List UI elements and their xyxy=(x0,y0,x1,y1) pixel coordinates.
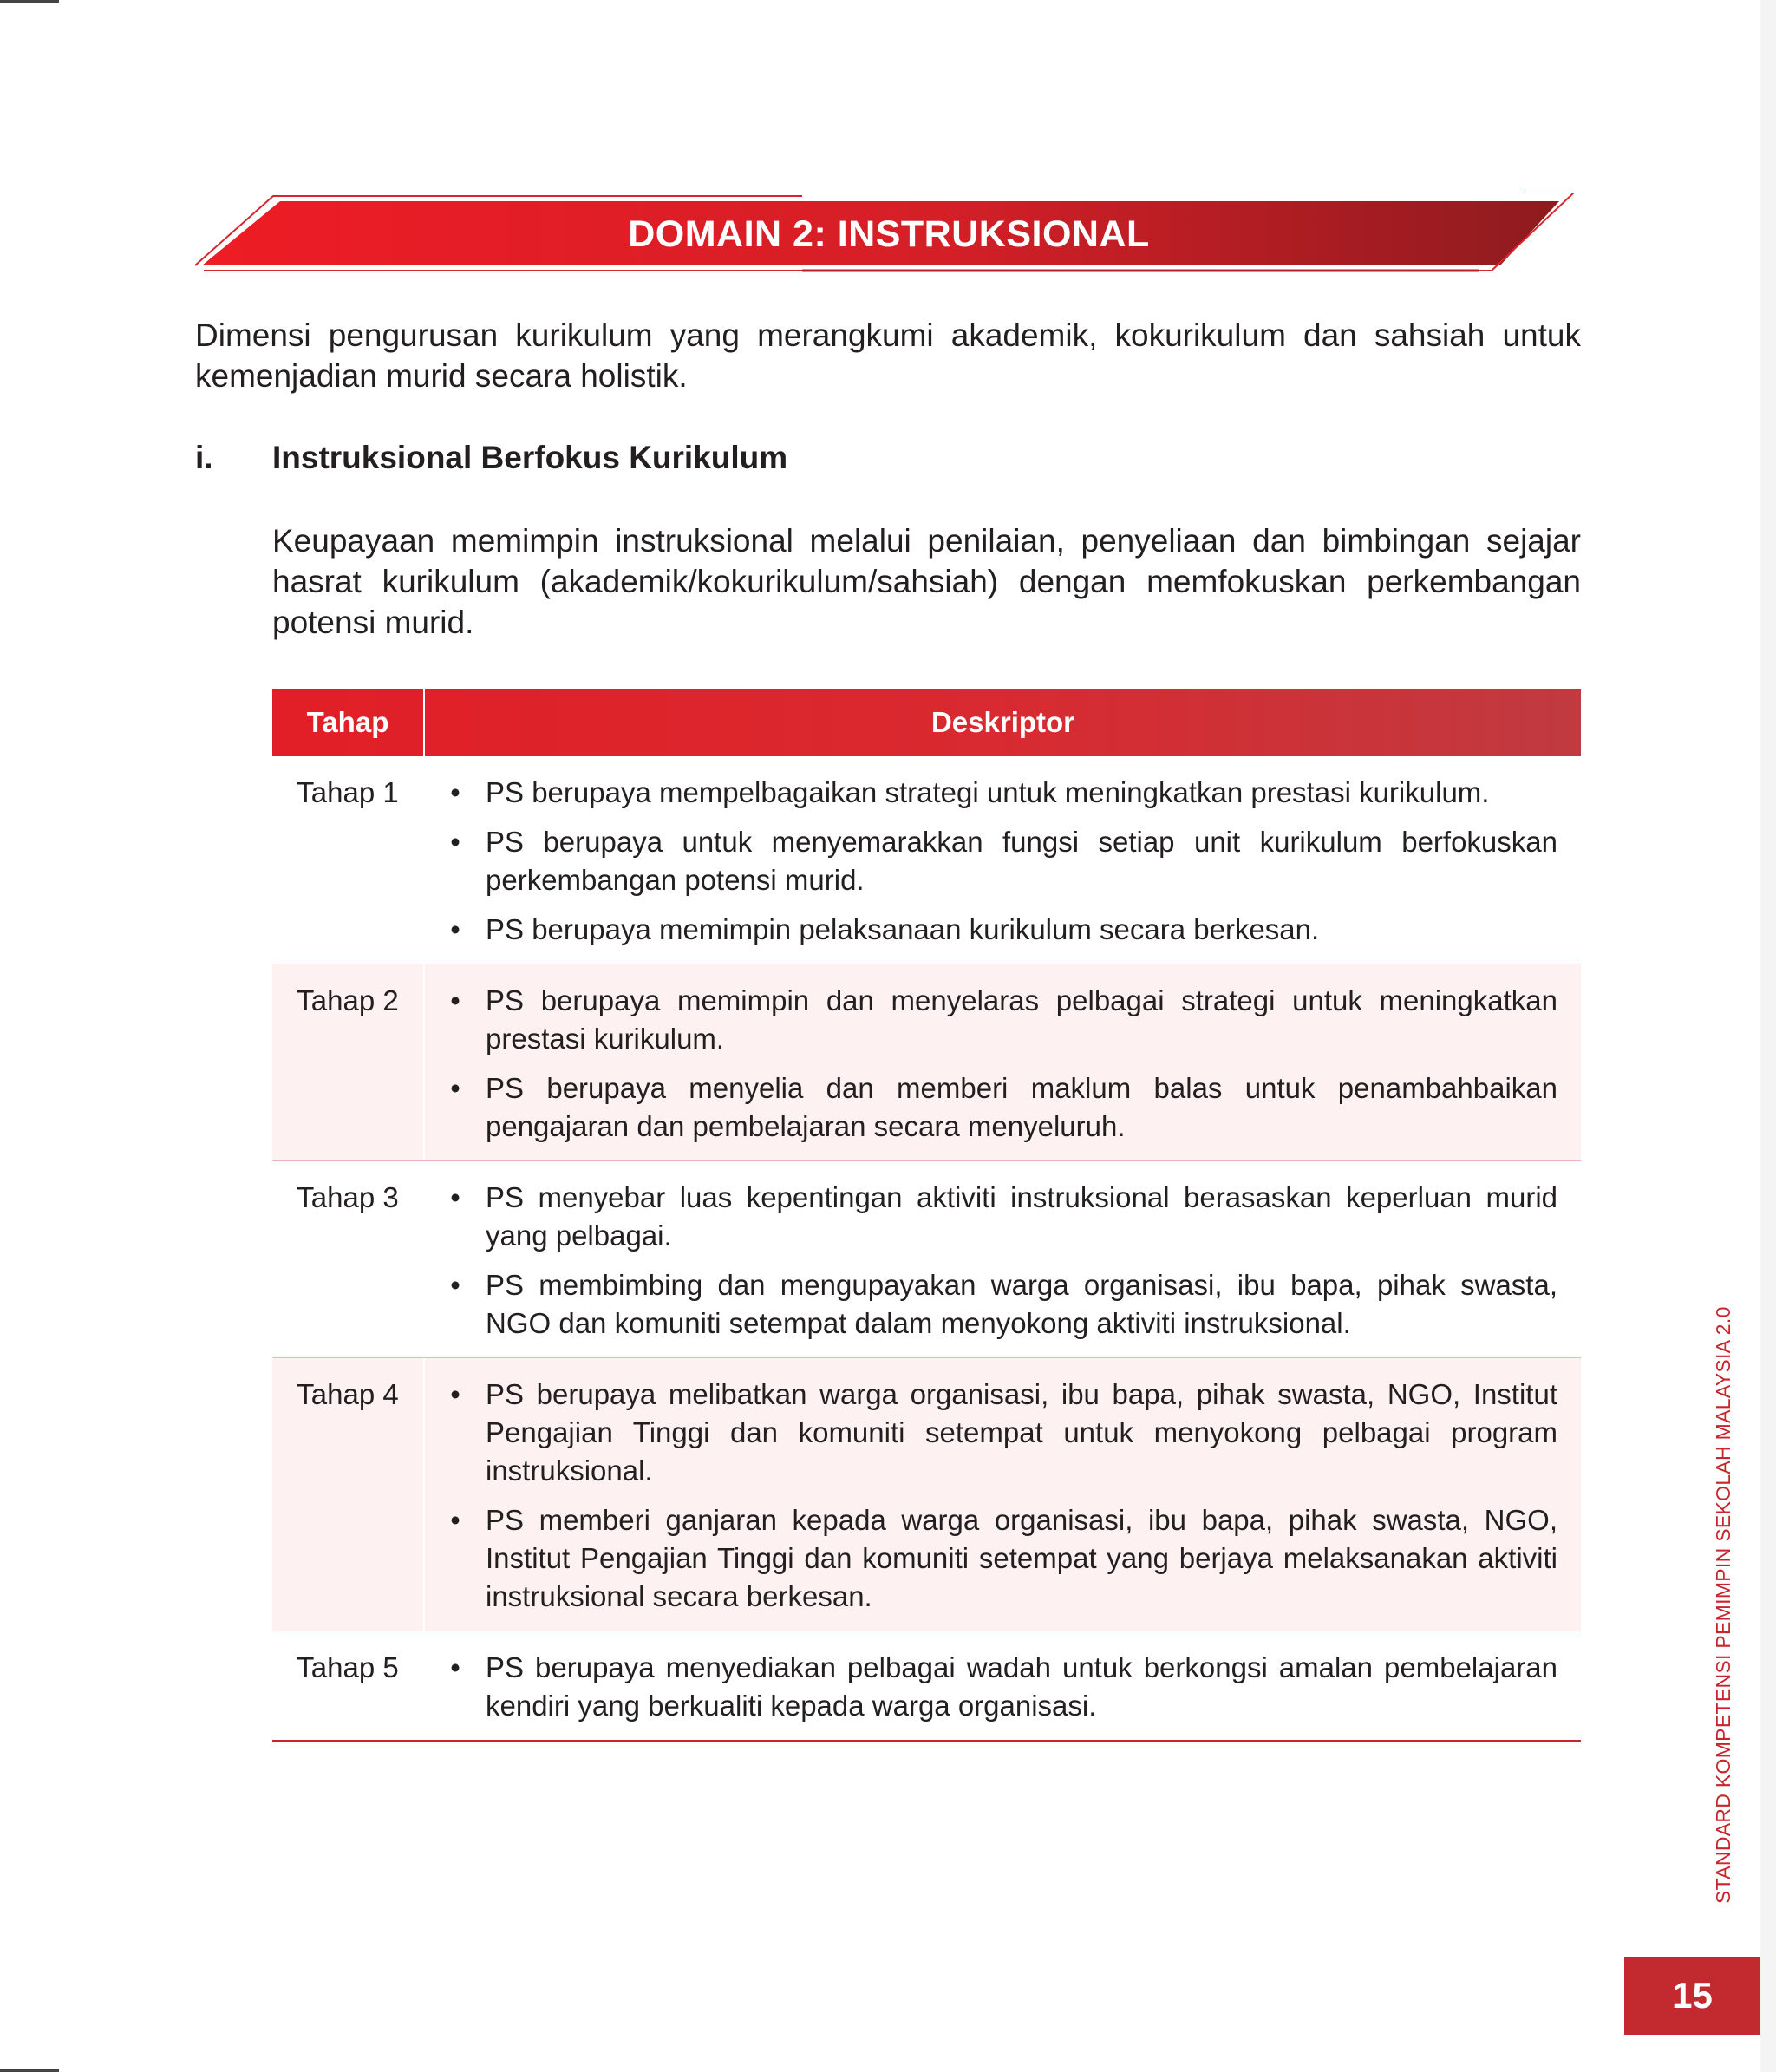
table-row xyxy=(272,756,1581,964)
row-descriptor xyxy=(425,1161,1581,1357)
row-tahap: Tahap 2 xyxy=(272,964,425,1160)
row-descriptor xyxy=(425,964,1581,1160)
descriptor-table xyxy=(272,689,1581,1742)
row-tahap: Tahap 5 xyxy=(272,1631,425,1740)
page-number: 15 xyxy=(1624,1957,1760,2035)
bullet-icon: • xyxy=(450,1504,460,1536)
header-descriptor: Deskriptor xyxy=(930,706,1075,738)
list-item: • PS berupaya menyediakan pelbagai wadah untuk berkongsi amalan pembelajaran kendiri yang berkualiti kepada warga organisasi. xyxy=(425,1649,1557,1725)
bullet-icon: • xyxy=(450,1072,460,1104)
list-item: • PS membimbing dan mengupayakan warga organisasi, ibu bapa, pihak swasta, NGO dan komuniti setempat dalam menyokong aktiviti instruksional. xyxy=(425,1266,1557,1343)
table-row xyxy=(272,964,1581,1161)
bullet-icon: • xyxy=(450,776,460,808)
bullet-icon: • xyxy=(450,1378,460,1410)
table-row xyxy=(272,1631,1581,1742)
bullet-icon: • xyxy=(450,913,460,945)
side-document-title: STANDARD KOMPETENSI PEMIMPIN SEKOLAH MALAYSIA 2.0 xyxy=(1712,1306,1734,1904)
row-descriptor xyxy=(425,756,1581,964)
row-tahap: Tahap 1 xyxy=(272,756,425,964)
table-header xyxy=(272,689,1581,756)
header-tahap: Tahap xyxy=(272,689,425,756)
row-descriptor xyxy=(425,1358,1581,1631)
section-description: Keupayaan memimpin instruksional melalui penilaian, penyeliaan dan bimbingan sejajar hasrat kurikulum (akademik/kokurikulum/sahsiah) dengan memfokuskan perkembangan potensi murid. xyxy=(272,523,1581,640)
bullet-icon: • xyxy=(450,1651,460,1683)
bullet-icon: • xyxy=(450,1181,460,1213)
crop-mark-top xyxy=(0,0,59,3)
bullet-icon: • xyxy=(450,826,460,858)
intro-paragraph: Dimensi pengurusan kurikulum yang merangkumi akademik, kokurikulum dan sahsiah untuk kemenjadian murid secara holistik. xyxy=(195,317,1581,394)
bullet-icon: • xyxy=(450,1269,460,1301)
row-tahap: Tahap 3 xyxy=(272,1161,425,1357)
bullet-icon: • xyxy=(450,984,460,1016)
list-item: • PS berupaya menyelia dan memberi maklum balas untuk penambahbaikan pengajaran dan pembelajaran secara menyeluruh. xyxy=(425,1069,1557,1146)
row-descriptor xyxy=(425,1631,1581,1740)
domain-title: DOMAIN 2: INSTRUKSIONAL xyxy=(628,212,1150,255)
list-item: • PS menyebar luas kepentingan aktiviti instruksional berasaskan keperluan murid yang pelbagai. xyxy=(425,1179,1557,1255)
section-number: i. xyxy=(195,440,213,475)
table-row xyxy=(272,1161,1581,1358)
table-row xyxy=(272,1358,1581,1631)
list-item: • PS berupaya melibatkan warga organisasi, ibu bapa, pihak swasta, NGO, Institut Pengajian Tinggi dan komuniti setempat untuk menyokong pelbagai program instruksional. xyxy=(425,1376,1557,1490)
domain-banner xyxy=(195,193,1583,276)
list-item: • PS berupaya untuk menyemarakkan fungsi setiap unit kurikulum berfokuskan perkembangan potensi murid. xyxy=(425,823,1557,899)
page-edge-strip xyxy=(1760,0,1776,2072)
row-tahap: Tahap 4 xyxy=(272,1358,425,1631)
list-item: • PS berupaya memimpin dan menyelaras pelbagai strategi untuk meningkatkan prestasi kurikulum. xyxy=(425,982,1557,1058)
list-item: • PS berupaya mempelbagaikan strategi untuk meningkatkan prestasi kurikulum. xyxy=(425,774,1557,812)
section-title: Instruksional Berfokus Kurikulum xyxy=(272,440,788,475)
list-item: • PS berupaya memimpin pelaksanaan kurikulum secara berkesan. xyxy=(425,911,1557,949)
list-item: • PS memberi ganjaran kepada warga organisasi, ibu bapa, pihak swasta, NGO, Institut Pengajian Tinggi dan komuniti setempat yang berjaya melaksanakan aktiviti instruksional secara berkesan. xyxy=(425,1501,1557,1616)
